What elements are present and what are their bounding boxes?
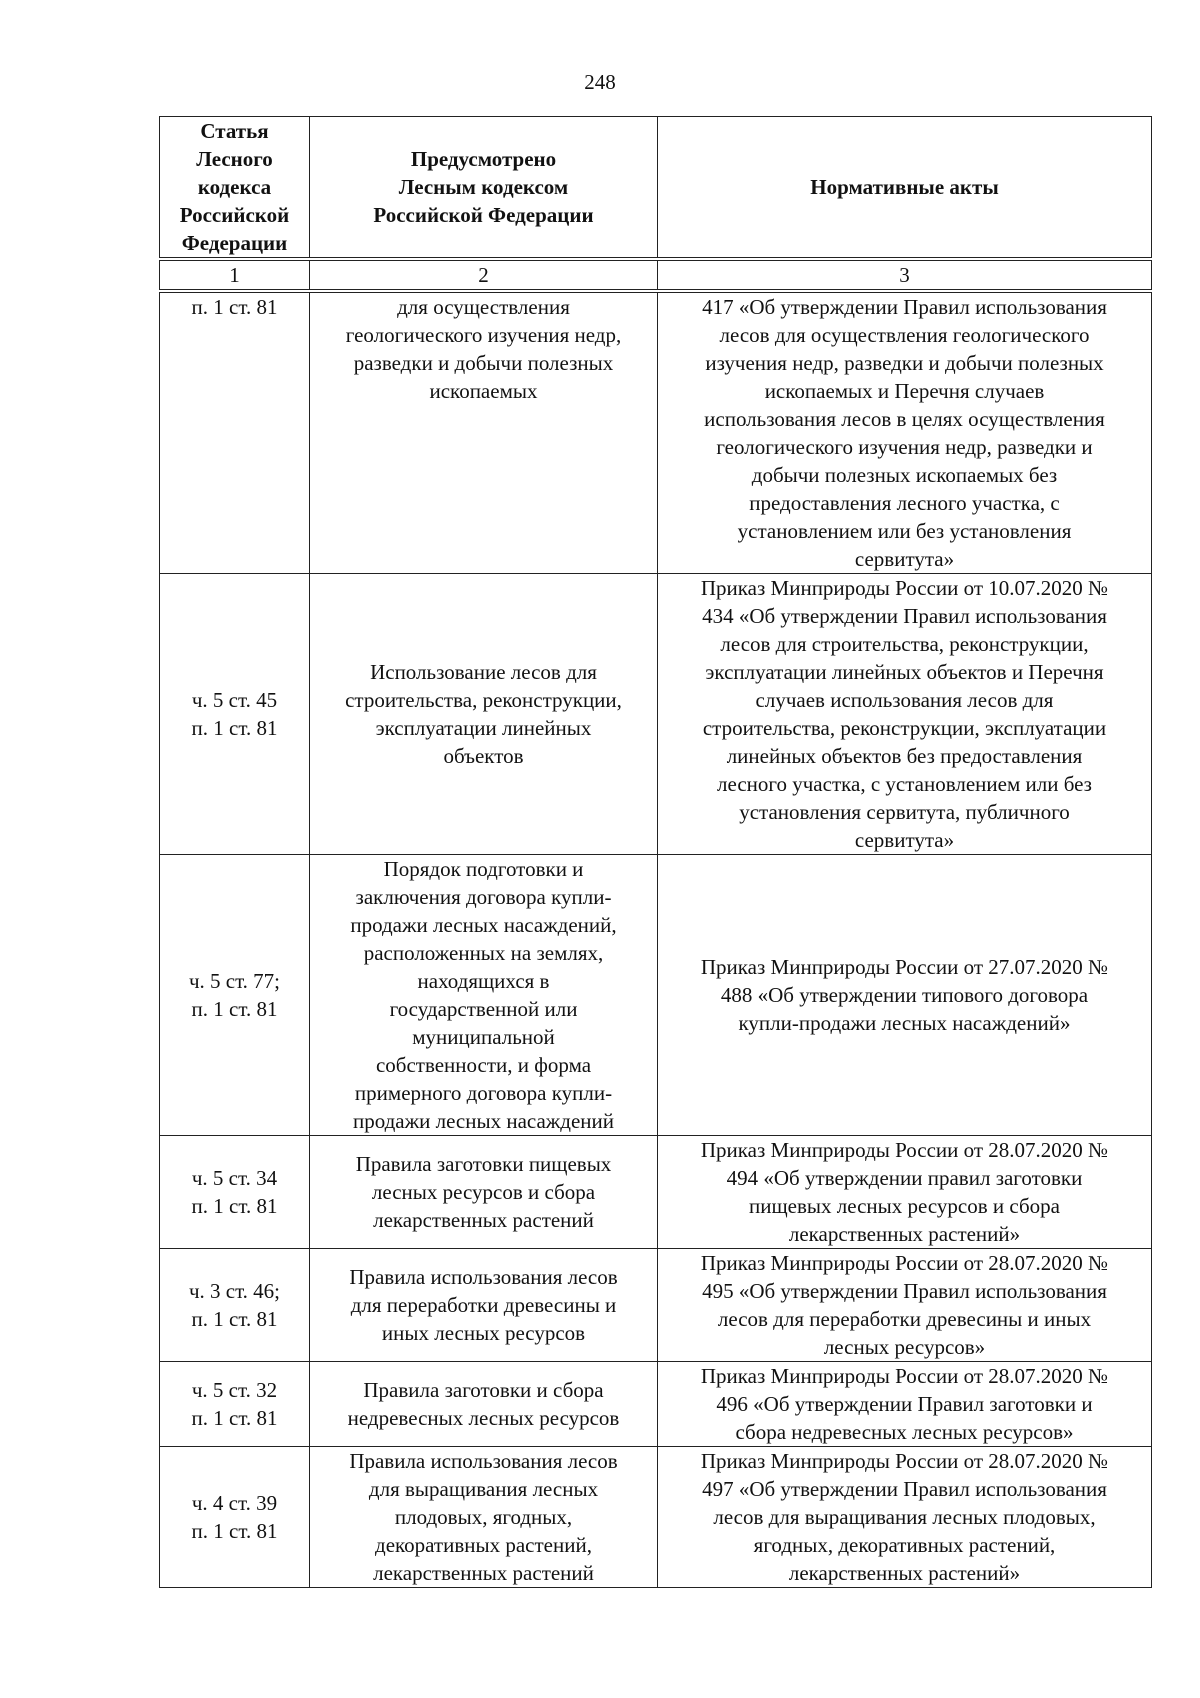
provided-cell: Правила заготовки пищевых лесных ресурсов и сбора лекарственных растений (310, 1136, 658, 1249)
column-number: 3 (658, 259, 1152, 291)
article-cell: п. 1 ст. 81 (160, 291, 310, 574)
header-provided: Предусмотрено Лесным кодексом Российской Федерации (310, 117, 658, 260)
column-number: 2 (310, 259, 658, 291)
table-header-row (160, 117, 1152, 260)
table-row (160, 1136, 1152, 1249)
table-row (160, 1362, 1152, 1447)
acts-cell: Приказ Минприроды России от 28.07.2020 № 495 «Об утверждении Правил использования лесов для переработки древесины и иных лесных ресурсов» (658, 1249, 1152, 1362)
provided-cell: Использование лесов для строительства, реконструкции, эксплуатации линейных объектов (310, 574, 658, 855)
page-number: 248 (584, 70, 616, 94)
column-number: 1 (160, 259, 310, 291)
table-row (160, 855, 1152, 1136)
table-row (160, 291, 1152, 574)
article-cell: ч. 5 ст. 32 п. 1 ст. 81 (160, 1362, 310, 1447)
acts-cell: Приказ Минприроды России от 10.07.2020 № 434 «Об утверждении Правил использования лесов для строительства, реконструкции, эксплуатации линейных объектов и Перечня случаев использования лесов для строительства, реконструкции, эксплуатации линейных объектов без предоставления лесного участка, с установлением или без установления сервитута, публичного сервитута» (658, 574, 1152, 855)
table-row (160, 1447, 1152, 1588)
column-numbers-row (160, 259, 1152, 291)
table-row (160, 1249, 1152, 1362)
provided-cell: Правила использования лесов для переработки древесины и иных лесных ресурсов (310, 1249, 658, 1362)
provided-cell: Порядок подготовки и заключения договора купли- продажи лесных насаждений, расположенных на землях, находящихся в государственной или муниципальной собственности, и форма примерного договора купли- продажи лесных насаждений (310, 855, 658, 1136)
acts-cell: Приказ Минприроды России от 28.07.2020 № 494 «Об утверждении правил заготовки пищевых лесных ресурсов и сбора лекарственных растений» (658, 1136, 1152, 1249)
table-row (160, 574, 1152, 855)
acts-cell: Приказ Минприроды России от 28.07.2020 № 497 «Об утверждении Правил использования лесов для выращивания лесных плодовых, ягодных, декоративных растений, лекарственных растений» (658, 1447, 1152, 1588)
provided-cell: для осуществления геологического изучения недр, разведки и добычи полезных ископаемых (310, 291, 658, 574)
article-cell: ч. 4 ст. 39 п. 1 ст. 81 (160, 1447, 310, 1588)
acts-cell: 417 «Об утверждении Правил использования лесов для осуществления геологического изучения недр, разведки и добычи полезных ископаемых и Перечня случаев использования лесов в целях осуществления геологического изучения недр, разведки и добычи полезных ископаемых без предоставления лесного участка, с установлением или без установления сервитута» (658, 291, 1152, 574)
acts-cell: Приказ Минприроды России от 27.07.2020 № 488 «Об утверждении типового договора купли-продажи лесных насаждений» (658, 855, 1152, 1136)
header-acts: Нормативные акты (658, 117, 1152, 260)
provided-cell: Правила использования лесов для выращивания лесных плодовых, ягодных, декоративных растений, лекарственных растений (310, 1447, 658, 1588)
provided-cell: Правила заготовки и сбора недревесных лесных ресурсов (310, 1362, 658, 1447)
article-cell: ч. 5 ст. 34 п. 1 ст. 81 (160, 1136, 310, 1249)
regulations-table (159, 116, 1152, 1588)
header-article: Статья Лесного кодекса Российской Федерации (160, 117, 310, 260)
acts-cell: Приказ Минприроды России от 28.07.2020 № 496 «Об утверждении Правил заготовки и сбора недревесных лесных ресурсов» (658, 1362, 1152, 1447)
article-cell: ч. 5 ст. 45 п. 1 ст. 81 (160, 574, 310, 855)
article-cell: ч. 3 ст. 46; п. 1 ст. 81 (160, 1249, 310, 1362)
article-cell: ч. 5 ст. 77; п. 1 ст. 81 (160, 855, 310, 1136)
